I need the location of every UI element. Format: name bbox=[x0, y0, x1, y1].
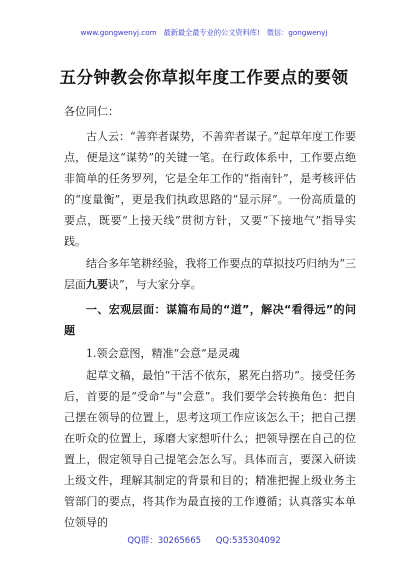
summary-bold-text: 九要 bbox=[86, 278, 108, 291]
subheading-1: 1.领会意图，精准“会意”是灵魂 bbox=[86, 347, 240, 360]
greeting: 各位同仁： bbox=[64, 105, 119, 118]
header-wechat: 微信：gongwenyj bbox=[266, 28, 328, 37]
footer-qq-group: QQ群：30265665 bbox=[127, 536, 202, 546]
paragraph-intro: 古人云：“善弈者谋势，不善弈者谋子。”起草年度工作要点，便是这“谋势”的关键一笔。在行政体系中，工作要点绝非简单的任务罗列，它是全年工作的“指南针”，是考核评估的“度量衡”，更是我们执政思路的“显示屏”。一份高质量的要点，既要“上接天线”贯彻方针，又要“下接地气”指导实践。 bbox=[64, 130, 356, 248]
paragraph-body: 起草文稿，最怕“干活不依东，累死白搭功”。接受任务后，首要的是“受命”与“会意”。我们要学会转换角色：把自己摆在领导的位置上，思考这项工作应该怎么干；把自己摆在听众的位置上，琢磨大家想听什么；把领导摆在自己的位置上，假定领导自己提笔会怎么写。具体而言，要深入研读上级文件，理解其制定的背景和目的；精准把握上级业务主管部门的要点，将其作为最直接的工作遵循；认真落实本单位领导的 bbox=[64, 369, 356, 529]
header-website: www.gongwenyj.com bbox=[80, 28, 157, 37]
footer-qq: QQ:535304092 bbox=[215, 536, 281, 546]
section-heading-1: 一、宏观层面：谋篇布局的“道”，解决“看得远”的问题 bbox=[64, 303, 356, 337]
header-slogan: 最新最全最专业的公文资料库! bbox=[163, 28, 260, 37]
document-title: 五分钟教会你草拟年度工作要点的要领 bbox=[59, 68, 349, 87]
page-footer bbox=[0, 534, 408, 546]
summary-text-start: 结合多年笔耕经验，我将工作要点的草拟技巧归纳为“三层面 bbox=[64, 257, 356, 291]
paragraph-summary bbox=[64, 253, 356, 295]
page-header bbox=[0, 28, 408, 38]
summary-text-end: 诀”，与大家分享。 bbox=[108, 278, 202, 291]
